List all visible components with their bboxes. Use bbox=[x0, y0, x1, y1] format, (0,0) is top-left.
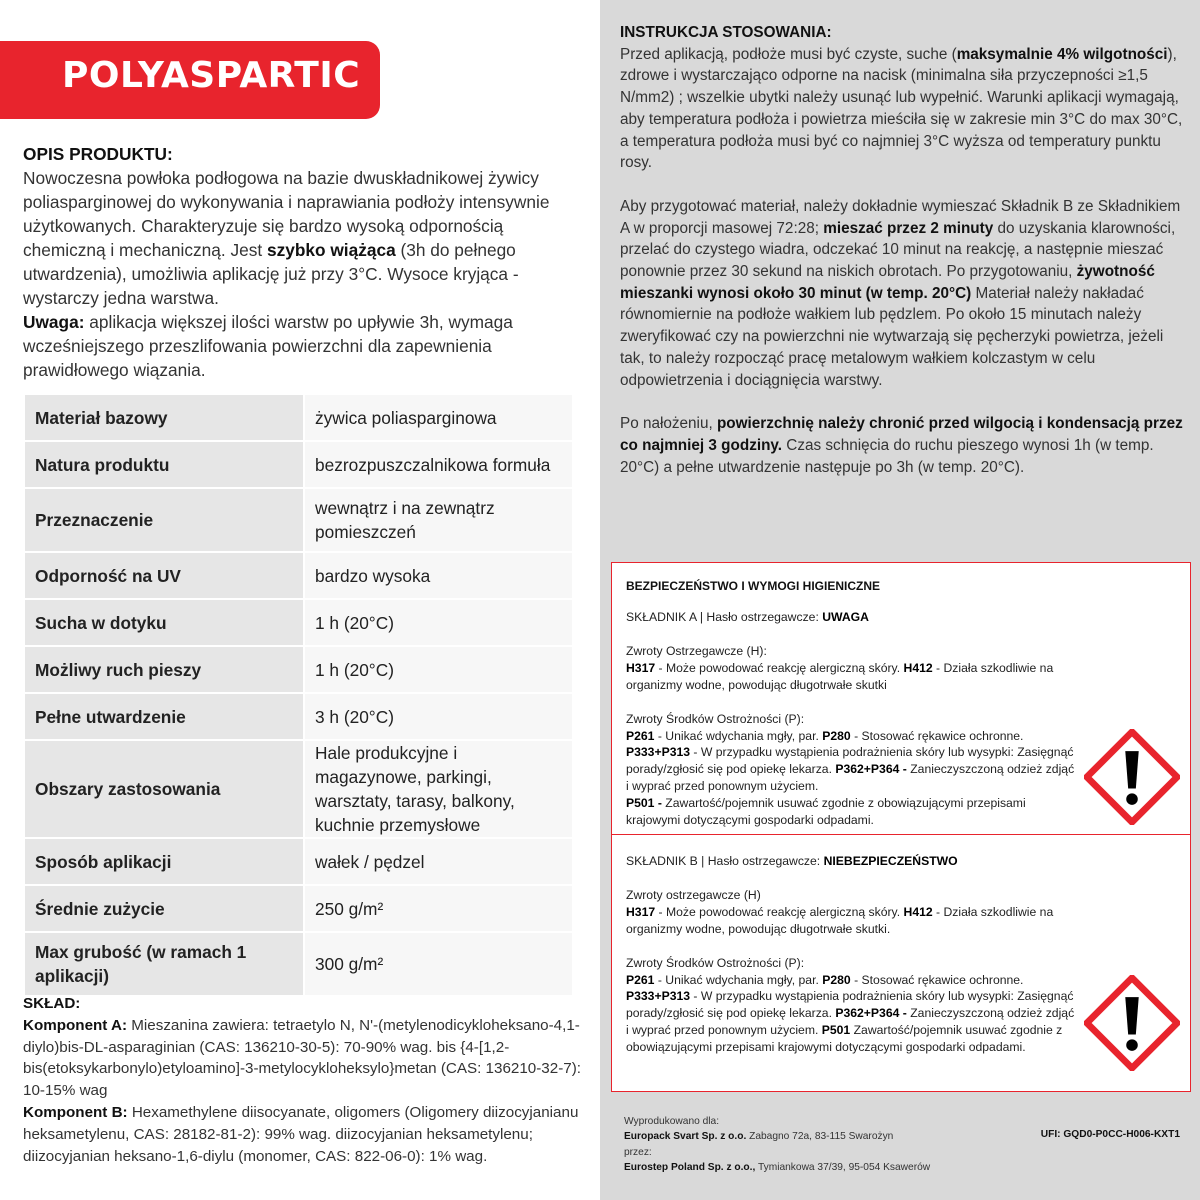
statement: Zanieczyszczoną odzież zdjąć i wyprać przed ponownym użyciem. bbox=[626, 1006, 1075, 1038]
statement: - Może powodować reakcję alergiczną skóry. bbox=[655, 660, 904, 675]
spec-value: Hale produkcyjne i magazynowe, parkingi, warsztaty, tarasy, balkony, kuchnie przemysłowe bbox=[304, 740, 573, 838]
spec-value: wałek / pędzel bbox=[304, 838, 573, 885]
spec-value: wewnątrz i na zewnątrz pomieszczeń bbox=[304, 488, 573, 552]
code: P362+P364 - bbox=[835, 762, 907, 777]
table-row bbox=[24, 693, 573, 740]
produced-for-label: Wyprodukowano dla: bbox=[624, 1116, 720, 1127]
manufacturer-info bbox=[624, 1114, 1184, 1176]
precaution-heading: Zwroty Środków Ostrożności (P): bbox=[626, 955, 805, 970]
component-a-signal bbox=[626, 609, 1078, 626]
signal-word: UWAGA bbox=[822, 610, 869, 624]
instructions-text: ), zdrowe i wystarczająco odporne na nacisk (minimalna siła przyczepności ≥1,5 N/mm2) ; wszelkie ubytki należy usunąć lub wypełnić. Warunki aplikacji wymagają, aby temperatura podłoża i powietrza mieściła się w zakresie min 3°C do max 30°C, a temperatura podłoża musi być co najmniej 3°C wyższa od temperatury punktu rosy. bbox=[620, 45, 1183, 172]
code: P333+P313 bbox=[626, 989, 691, 1004]
product-name: POLYASPARTIC bbox=[62, 55, 361, 96]
precaution-statements bbox=[626, 728, 1078, 829]
precaution-heading: Zwroty Środków Ostrożności (P): bbox=[626, 711, 805, 726]
instructions-text: Czas schnięcia do ruchu pieszego wynosi 1h (w temp. 20°C) a pełne utwardzenie następuje po 3h (w temp. 20°C). bbox=[620, 436, 1154, 476]
instructions-heading: INSTRUKCJA STOSOWANIA: bbox=[620, 24, 832, 41]
composition bbox=[23, 993, 583, 1167]
component-b-safety bbox=[626, 853, 1078, 1056]
company-name: Eurostep Poland Sp. z o.o., bbox=[624, 1162, 756, 1174]
instructions-text: Przed aplikacją, podłoże musi być czyste, suche ( bbox=[620, 45, 957, 63]
safety-title: BEZPIECZEŃSTWO I WYMOGI HIGIENICZNE bbox=[626, 579, 881, 593]
hazard-statements bbox=[626, 904, 1078, 938]
instructions-emphasis: powierzchnię należy chronić przed wilgocią i kondensacją przez co najmniej 3 godziny. bbox=[620, 415, 1183, 454]
component-b-label: Komponent B: bbox=[23, 1103, 128, 1121]
produced-by-label: przez: bbox=[624, 1146, 652, 1158]
statement: - W przypadku wystąpienia podrażnienia skóry lub wysypki: Zasięgnąć porady/zgłosić się pod opiekę lekarza. bbox=[626, 745, 1074, 777]
instructions-text: Aby przygotować materiał, należy dokładnie wymieszać Składnik B ze Składnikiem A w proporcji masowej 72:28; bbox=[620, 197, 1181, 237]
statement: - Działa szkodliwie na organizmy wodne, powodując długotrwałe skutki bbox=[626, 660, 1054, 692]
statement: - Może powodować reakcję alergiczną skóry. bbox=[655, 904, 904, 919]
spec-value: żywica poliasparginowa bbox=[304, 394, 573, 441]
component-b-signal bbox=[626, 853, 1078, 870]
table-row bbox=[24, 599, 573, 646]
component-a bbox=[23, 1015, 583, 1102]
hazard-heading: Zwroty Ostrzegawcze (H): bbox=[626, 643, 767, 658]
statement: Zawartość/pojemnik usuwać zgodnie z obowiązującymi przepisami krajowymi dotyczącymi gospodarki odpadami. bbox=[626, 1023, 1063, 1055]
spec-label: Średnie zużycie bbox=[24, 885, 304, 932]
table-row bbox=[24, 488, 573, 552]
statement: - Unikać wdychania mgły, par. bbox=[654, 728, 823, 743]
instructions-text: Materiał należy nakładać równomiernie na podłoże wałkiem lub pędzlem. Po około 15 minutach należy zweryfikować czy na powierzchni nie wytwarzają się pęcherzyki powietrza, jeżeli tak, to należy rozpocząć pracę metalowym wałkiem kolczastym w celu odpowietrzenia i dociągnięcia warstwy. bbox=[620, 284, 1164, 389]
statement: - Stosować rękawice ochronne. bbox=[850, 972, 1024, 987]
description-heading: OPIS PRODUKTU: bbox=[23, 144, 173, 164]
spec-label: Obszary zastosowania bbox=[24, 740, 304, 838]
ufi-code: UFI: GQD0-P0CC-H006-KXT1 bbox=[1040, 1129, 1180, 1140]
hazard-statements bbox=[626, 660, 1078, 694]
spec-value: 3 h (20°C) bbox=[304, 693, 573, 740]
product-description bbox=[23, 142, 583, 382]
section-divider bbox=[612, 834, 1190, 835]
code: P501 - bbox=[626, 796, 662, 811]
composition-heading: SKŁAD: bbox=[23, 995, 81, 1012]
instructions-emphasis: żywotność mieszanki wynosi około 30 minut (w temp. 20°C) bbox=[620, 263, 1155, 302]
spec-value: bardzo wysoka bbox=[304, 552, 573, 599]
spec-label: Sucha w dotyku bbox=[24, 599, 304, 646]
spec-label: Pełne utwardzenie bbox=[24, 693, 304, 740]
instructions-emphasis: maksymalnie 4% wilgotności bbox=[956, 45, 1168, 63]
code: H412 bbox=[903, 904, 933, 919]
spec-label: Materiał bazowy bbox=[24, 394, 304, 441]
spec-label: Natura produktu bbox=[24, 441, 304, 488]
code: P261 bbox=[626, 972, 655, 987]
warning-pictogram-icon bbox=[1084, 975, 1180, 1071]
description-body bbox=[23, 166, 583, 310]
code: P261 bbox=[626, 728, 655, 743]
table-row bbox=[24, 838, 573, 885]
component-a-text: Mieszanina zawiera: tetraetylo N, N'-(metylenodicykloheksano-4,1-diylo)bis-DL-asparaginian (CAS: 136210-30-5): 70-90% wag. bis {4-[1,2-bis(etoksykarbonylo)etyloamino]-3-metylocykloheksylo}metan (CAS: 136210-32-7): 10-15% wag bbox=[23, 1016, 581, 1100]
statement: Zanieczyszczoną odzież zdjąć i wyprać przed ponownym użyciem. bbox=[626, 762, 1075, 794]
table-row bbox=[24, 441, 573, 488]
instructions-text: do uzyskania klarowności, przelać do czystego wiadra, odczekać 10 minut na reakcję, a następnie mieszać ponownie przez 30 sekund na niskich obrotach. Po przygotowaniu, bbox=[620, 219, 1176, 281]
hazard-heading: Zwroty ostrzegawcze (H) bbox=[626, 887, 761, 902]
company-address: Zabagno 72a, 83-115 Swarożyn bbox=[746, 1131, 894, 1143]
instructions-paragraph bbox=[620, 196, 1187, 391]
table-row bbox=[24, 394, 573, 441]
component-b bbox=[23, 1102, 583, 1167]
statement: - Unikać wdychania mgły, par. bbox=[654, 972, 823, 987]
statement: - W przypadku wystąpienia podrażnienia skóry lub wysypki: Zasięgnąć porady/zgłosić się pod opiekę lekarza. bbox=[626, 989, 1074, 1021]
right-column bbox=[600, 0, 1200, 1200]
instructions-text: Po nałożeniu, bbox=[620, 415, 717, 433]
spec-table bbox=[23, 393, 574, 997]
instructions bbox=[620, 22, 1187, 478]
description-text: Nowoczesna powłoka podłogowa na bazie dwuskładnikowej żywicy poliasparginowej do wykonywania i naprawiania podłoży intensywnie użytkowanych. Charakteryzuje się bardzo wysoką odpornością chemiczną i mechaniczną. Jest bbox=[23, 168, 550, 260]
code: P501 bbox=[821, 1023, 851, 1038]
code: P333+P313 bbox=[626, 745, 691, 760]
spec-value: 1 h (20°C) bbox=[304, 599, 573, 646]
component-a-label: Komponent A: bbox=[23, 1016, 128, 1034]
note-label: Uwaga: bbox=[23, 312, 85, 332]
spec-value: bezrozpuszczalnikowa formuła bbox=[304, 441, 573, 488]
code: H317 bbox=[626, 904, 656, 919]
component-b-text: Hexamethylene diisocyanate, oligomers (Oligomery diizocyjanianu heksametylenu, CAS: 28182-81-2): 99% wag. diizocyjanian heksametylenu; diizocyjanian heksano-1,6-diylu (monomer, CAS: 822-06-0): 1% wag. bbox=[23, 1103, 579, 1165]
table-row bbox=[24, 932, 573, 996]
spec-label: Możliwy ruch pieszy bbox=[24, 646, 304, 693]
spec-label: Max grubość (w ramach 1 aplikacji) bbox=[24, 932, 304, 996]
code: P280 bbox=[822, 972, 851, 987]
note-text: aplikacja większej ilości warstw po upływie 3h, wymaga wcześniejszego przeszlifowania powierzchni dla zapewnienia prawidłowego wiązania. bbox=[23, 312, 513, 380]
table-row bbox=[24, 740, 573, 838]
product-banner bbox=[0, 41, 380, 119]
description-emphasis: szybko wiążąca bbox=[266, 240, 396, 260]
instructions-paragraph bbox=[620, 413, 1187, 478]
spec-label: Przeznaczenie bbox=[24, 488, 304, 552]
code: P362+P364 - bbox=[835, 1006, 907, 1021]
instructions-emphasis: mieszać przez 2 minuty bbox=[823, 219, 994, 237]
description-text: (3h do pełnego utwardzenia), umożliwia aplikację już przy 3°C. Wysoce kryjąca - wystarczy jedna warstwa. bbox=[23, 240, 519, 308]
code: H317 bbox=[626, 660, 656, 675]
signal-label: SKŁADNIK B | Hasło ostrzegawcze: bbox=[626, 854, 824, 868]
statement: - Stosować rękawice ochronne. bbox=[850, 728, 1024, 743]
code: P280 bbox=[822, 728, 851, 743]
description-note bbox=[23, 310, 583, 382]
signal-word: NIEBEZPIECZEŃSTWO bbox=[823, 854, 958, 868]
company-address: Tymiankowa 37/39, 95-054 Ksawerów bbox=[755, 1162, 931, 1174]
spec-label: Sposób aplikacji bbox=[24, 838, 304, 885]
statement: - Działa szkodliwie na organizmy wodne, powodując długotrwałe skutki. bbox=[626, 904, 1054, 936]
spec-value: 250 g/m² bbox=[304, 885, 573, 932]
warning-pictogram-icon bbox=[1084, 729, 1180, 825]
safety-panel bbox=[611, 562, 1191, 1092]
table-row bbox=[24, 646, 573, 693]
component-a-safety bbox=[626, 609, 1078, 829]
spec-label: Odporność na UV bbox=[24, 552, 304, 599]
spec-value: 300 g/m² bbox=[304, 932, 573, 996]
spec-value: 1 h (20°C) bbox=[304, 646, 573, 693]
statement: Zawartość/pojemnik usuwać zgodnie z obowiązującymi przepisami krajowymi dotyczącymi gospodarki odpadami. bbox=[626, 796, 1026, 828]
signal-label: SKŁADNIK A | Hasło ostrzegawcze: bbox=[626, 610, 823, 624]
instructions-paragraph bbox=[620, 44, 1187, 174]
company-name: Europack Svart Sp. z o.o. bbox=[624, 1131, 747, 1143]
table-row bbox=[24, 885, 573, 932]
table-row bbox=[24, 552, 573, 599]
precaution-statements bbox=[626, 972, 1078, 1057]
code: H412 bbox=[903, 660, 933, 675]
